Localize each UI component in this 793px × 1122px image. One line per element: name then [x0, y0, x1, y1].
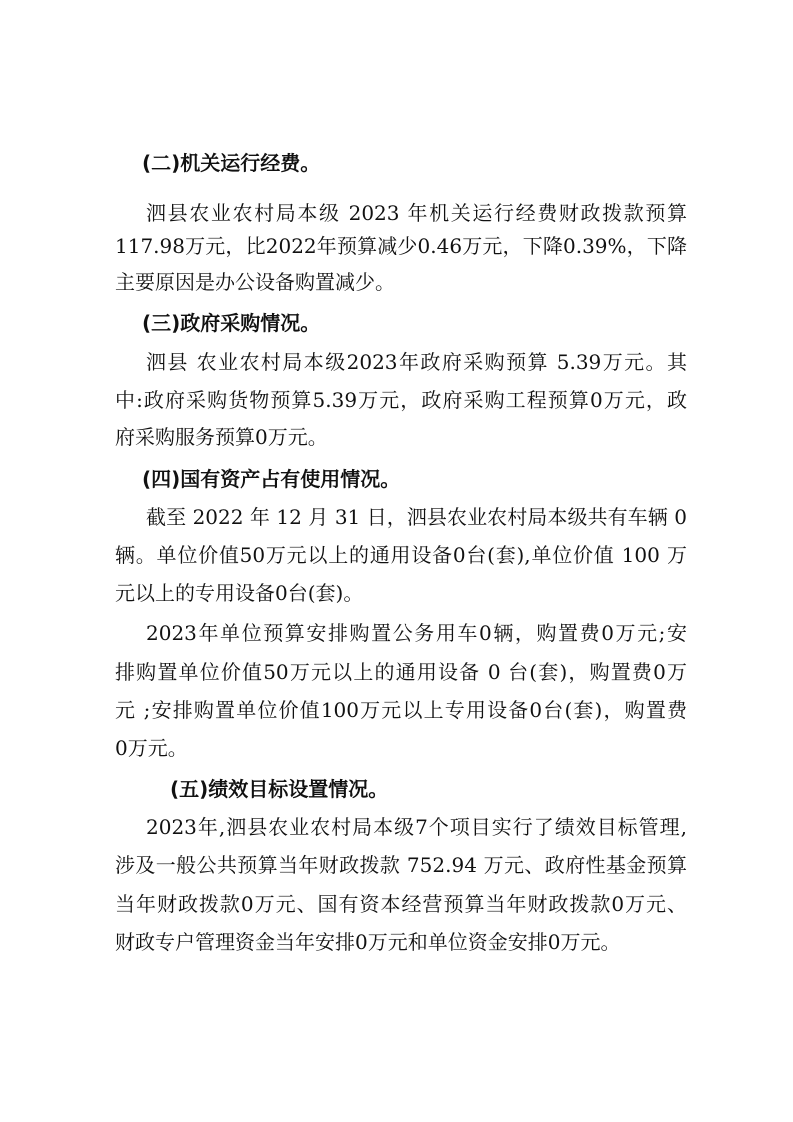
paragraph-line: 辆。单位价值50万元以上的通用设备0台(套),单位价值 100 万 [115, 543, 687, 567]
paragraph-line: 0万元。 [115, 736, 188, 760]
paragraph-line: 当年财政拨款0万元、国有资本经营预算当年财政拨款0万元、 [115, 892, 687, 916]
paragraph-line: 中:政府采购货物预算5.39万元，政府采购工程预算0万元，政 [115, 388, 687, 412]
paragraph-line: 涉及一般公共预算当年财政拨款 752.94 万元、政府性基金预算 [115, 853, 687, 877]
paragraph-line: 117.98万元，比2022年预算减少0.46万元，下降0.39%，下降 [115, 234, 687, 258]
paragraph-line: 排购置单位价值50万元以上的通用设备 0 台(套)，购置费0万 [115, 660, 687, 684]
paragraph-line: 2023年单位预算安排购置公务用车0辆，购置费0万元;安 [146, 621, 687, 645]
section-heading-state-assets: (四)国有资产占有使用情况。 [142, 467, 401, 491]
paragraph-line: 主要原因是办公设备购置减少。 [115, 270, 395, 294]
section-heading-performance-goals: (五)绩效目标设置情况。 [170, 777, 389, 801]
paragraph-line: 元 ;安排购置单位价值100万元以上专用设备0台(套)，购置费 [115, 698, 687, 722]
paragraph-line: 截至 2022 年 12 月 31 日，泗县农业农村局本级共有车辆 0 [146, 505, 687, 529]
section-heading-operating-funds: (二)机关运行经费。 [142, 151, 321, 175]
paragraph-line: 2023年,泗县农业农村局本级7个项目实行了绩效目标管理, [146, 815, 687, 839]
section-heading-procurement: (三)政府采购情况。 [142, 311, 321, 335]
paragraph-line: 财政专户管理资金当年安排0万元和单位资金安排0万元。 [115, 930, 621, 954]
paragraph-line: 府采购服务预算0万元。 [115, 425, 328, 449]
paragraph-line: 泗县 农业农村局本级2023年政府采购预算 5.39万元。其 [146, 350, 687, 374]
paragraph-line: 元以上的专用设备0台(套)。 [115, 581, 364, 605]
paragraph-line: 泗县农业农村局本级 2023 年机关运行经费财政拨款预算 [146, 201, 687, 225]
